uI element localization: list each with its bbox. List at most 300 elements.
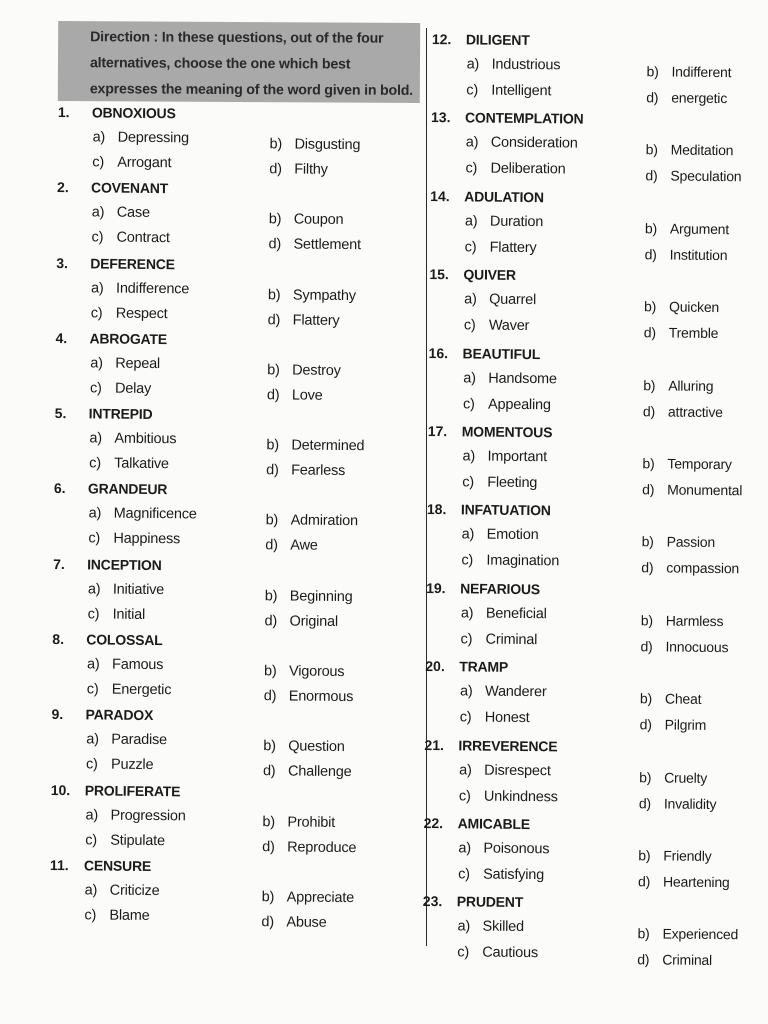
option-text: Reproduce [287, 839, 357, 856]
question-heading [427, 497, 551, 522]
option-text: Institution [669, 246, 728, 263]
option-letter: c) [465, 160, 478, 177]
question-number: 16. [428, 344, 449, 361]
option-b [267, 358, 341, 383]
question-heading [428, 419, 553, 444]
question-heading [55, 326, 167, 351]
question-word: DILIGENT [465, 31, 530, 49]
option-letter: b) [642, 455, 655, 472]
option-a [457, 915, 524, 940]
option-text: Determined [291, 437, 365, 455]
option-text: Important [487, 448, 548, 466]
option-d [261, 910, 326, 935]
option-letter: b) [267, 362, 280, 379]
option-letter: a) [86, 731, 99, 748]
option-b [642, 451, 732, 476]
option-a [465, 209, 543, 234]
option-letter: c) [457, 944, 470, 961]
option-text: Friendly [663, 847, 712, 864]
option-b [268, 283, 356, 308]
question-heading [430, 184, 544, 209]
option-c [466, 78, 551, 103]
question-item [424, 732, 745, 814]
option-letter: d) [263, 688, 277, 705]
option-letter: b) [640, 611, 653, 629]
option-c [91, 226, 169, 251]
option-letter: a) [464, 291, 477, 308]
option-text: Beneficial [485, 605, 547, 622]
question-word: PARADOX [85, 706, 154, 724]
option-b [264, 659, 345, 684]
option-letter: a) [89, 430, 103, 447]
question-number: 22. [423, 814, 444, 832]
option-letter: d) [637, 951, 650, 968]
option-a [87, 652, 163, 677]
option-text: Criminal [662, 951, 713, 969]
option-letter: b) [639, 690, 653, 707]
question-item [430, 184, 751, 266]
question-number: 1. [57, 103, 70, 121]
question-heading [432, 27, 530, 52]
question-word: INFATUATION [460, 501, 551, 519]
question-word: NEFARIOUS [460, 580, 541, 597]
option-b [639, 765, 707, 790]
option-text: Filthy [294, 161, 328, 178]
option-letter: a) [457, 918, 471, 935]
option-text: Satisfying [483, 866, 545, 884]
option-text: Unkindness [483, 788, 558, 805]
option-b [646, 138, 734, 163]
option-d [646, 85, 727, 110]
question-item [423, 811, 744, 893]
question-item [425, 576, 746, 658]
question-heading [426, 576, 540, 601]
option-text: Initial [112, 606, 146, 623]
option-letter: c) [87, 606, 100, 623]
question-word: ADULATION [464, 188, 544, 205]
question-item [54, 401, 420, 480]
option-b [263, 735, 345, 760]
option-letter: d) [643, 324, 656, 341]
question-item [426, 497, 747, 579]
option-letter: a) [464, 213, 478, 230]
question-word: CONTEMPLATION [464, 109, 584, 127]
option-d [640, 712, 707, 737]
option-letter: a) [460, 605, 474, 622]
option-letter: b) [644, 220, 658, 237]
question-heading [425, 654, 508, 679]
option-letter: c) [92, 154, 105, 171]
option-d [642, 477, 742, 502]
option-text: Enormous [288, 688, 354, 706]
option-text: Happiness [113, 531, 181, 548]
option-a [92, 125, 189, 150]
option-b [265, 584, 353, 609]
question-word: ABROGATE [89, 330, 168, 348]
option-letter: c) [90, 304, 103, 322]
question-item [428, 341, 749, 423]
option-letter: d) [642, 402, 656, 419]
option-text: Appreciate [286, 889, 355, 907]
option-a [462, 523, 539, 548]
option-text: Indifferent [671, 63, 732, 81]
option-text: Paradise [111, 731, 168, 749]
option-text: Magnificence [113, 506, 197, 523]
question-heading [424, 732, 557, 757]
option-letter: c) [85, 756, 98, 773]
option-text: Challenge [287, 763, 352, 781]
option-text: Industrious [491, 56, 561, 74]
option-text: Energetic [111, 681, 172, 699]
question-heading [431, 105, 584, 131]
option-text: Temporary [667, 455, 732, 473]
option-b [641, 530, 715, 555]
question-item [52, 627, 418, 706]
option-text: Monumental [667, 481, 743, 499]
option-c [462, 470, 537, 495]
question-word: INTREPID [88, 405, 153, 423]
option-letter: a) [459, 683, 473, 700]
option-b [637, 921, 738, 946]
option-b [265, 509, 358, 534]
option-letter: d) [642, 481, 655, 498]
question-item [57, 100, 423, 179]
option-letter: b) [643, 376, 656, 393]
option-text: Admiration [290, 512, 358, 530]
question-heading [55, 401, 153, 426]
option-text: Indifference [115, 280, 190, 297]
option-letter: b) [266, 437, 279, 454]
question-item [52, 552, 418, 631]
option-a [462, 444, 547, 469]
question-word: BEAUTIFUL [462, 344, 541, 362]
option-letter: b) [264, 587, 278, 605]
option-c [458, 862, 544, 887]
option-text: Prohibit [287, 814, 336, 831]
option-letter: a) [87, 581, 101, 598]
option-b [640, 686, 702, 711]
option-a [85, 878, 160, 903]
option-letter: d) [266, 387, 280, 404]
option-letter: a) [462, 448, 476, 465]
option-b [262, 885, 355, 910]
option-b [269, 132, 360, 157]
question-number: 14. [430, 187, 450, 204]
option-text: Awe [290, 537, 318, 555]
option-text: Settlement [293, 236, 361, 254]
option-c [85, 828, 165, 853]
option-c [84, 903, 149, 928]
option-letter: b) [269, 136, 283, 153]
option-a [466, 131, 578, 156]
question-heading [429, 262, 516, 287]
option-letter: b) [638, 847, 651, 864]
option-text: Contract [116, 229, 170, 247]
option-text: Coupon [293, 211, 344, 229]
option-c [88, 527, 180, 552]
option-text: Invalidity [663, 794, 717, 812]
option-letter: b) [645, 141, 658, 158]
option-letter: c) [458, 787, 471, 804]
option-letter: a) [90, 355, 103, 372]
option-text: Quarrel [489, 291, 537, 309]
question-item [56, 175, 422, 254]
option-letter: a) [461, 526, 475, 543]
question-item [51, 702, 417, 781]
option-b [644, 294, 719, 319]
option-b [262, 810, 335, 835]
option-text: Criminal [485, 631, 538, 648]
option-a [86, 728, 167, 753]
option-text: Passion [666, 533, 716, 551]
option-text: Waver [488, 317, 530, 335]
option-text: Skilled [482, 918, 524, 936]
question-heading [58, 100, 176, 125]
option-a [460, 679, 547, 704]
question-item [56, 251, 422, 330]
question-heading [424, 811, 531, 836]
option-text: Original [289, 613, 339, 630]
option-text: Disgusting [294, 136, 361, 154]
option-text: Fleeting [487, 474, 538, 492]
question-item [53, 476, 419, 555]
question-number: 17. [427, 422, 448, 440]
question-number: 15. [429, 266, 449, 283]
option-text: Appealing [487, 396, 551, 413]
question-word: INCEPTION [87, 556, 162, 573]
option-text: Puzzle [110, 756, 154, 774]
question-number: 4. [55, 329, 68, 346]
question-item [55, 326, 421, 405]
question-heading [50, 853, 151, 878]
option-text: Vigorous [288, 663, 345, 681]
option-letter: d) [262, 838, 275, 855]
option-d [643, 399, 723, 424]
option-text: Harmless [665, 612, 724, 629]
option-text: Arrogant [117, 154, 172, 172]
option-b [643, 373, 713, 398]
option-letter: b) [261, 889, 275, 906]
option-c [86, 753, 154, 778]
question-number: 21. [424, 736, 445, 753]
question-word: TRAMP [459, 658, 509, 675]
question-number: 5. [54, 405, 67, 422]
option-letter: b) [268, 211, 282, 228]
question-number: 10. [50, 781, 71, 798]
question-word: PROLIFERATE [84, 781, 181, 799]
option-c [87, 602, 145, 627]
option-letter: d) [638, 794, 652, 811]
question-word: MOMENTOUS [461, 423, 553, 441]
option-c [465, 157, 565, 182]
option-b [645, 216, 729, 241]
question-heading [423, 889, 524, 914]
option-d [645, 242, 728, 267]
option-text: Initiative [112, 581, 165, 598]
option-letter: c) [462, 395, 475, 413]
option-letter: c) [461, 552, 474, 569]
question-word: CENSURE [83, 857, 152, 874]
option-b [638, 843, 711, 868]
option-letter: a) [463, 369, 476, 387]
option-text: Consideration [490, 135, 578, 152]
question-number: 8. [52, 631, 65, 648]
option-a [85, 803, 185, 828]
question-item [49, 853, 415, 932]
question-heading [56, 251, 175, 276]
option-text: Argument [669, 220, 730, 237]
option-c [92, 150, 171, 175]
option-text: Case [116, 204, 150, 222]
option-letter: d) [641, 559, 654, 576]
option-letter: a) [88, 505, 102, 522]
option-c [90, 376, 151, 401]
option-text: energetic [671, 89, 728, 107]
option-c [463, 392, 551, 417]
option-letter: a) [92, 129, 106, 146]
option-letter: d) [639, 716, 652, 733]
option-letter: a) [85, 806, 99, 824]
question-number: 11. [49, 856, 69, 874]
option-letter: a) [465, 134, 479, 151]
option-letter: c) [464, 239, 477, 256]
option-c [87, 677, 172, 702]
option-text: Disrespect [484, 762, 551, 779]
option-text: Sympathy [292, 287, 356, 304]
option-letter: b) [262, 813, 276, 830]
option-text: Repeal [115, 355, 161, 372]
option-letter: a) [84, 882, 98, 899]
option-text: Fearless [291, 462, 346, 480]
option-a [89, 502, 197, 527]
question-heading [53, 552, 162, 577]
question-number: 9. [51, 706, 64, 723]
question-heading [428, 341, 540, 366]
option-c [461, 549, 559, 574]
question-item [422, 889, 743, 971]
question-number: 2. [57, 179, 69, 196]
question-word: OBNOXIOUS [91, 104, 176, 122]
option-a [92, 201, 150, 226]
option-a [90, 351, 160, 376]
option-b [266, 433, 364, 458]
option-letter: b) [646, 63, 659, 80]
question-word: COVENANT [91, 179, 169, 197]
option-letter: c) [462, 474, 475, 491]
option-d [641, 556, 739, 581]
option-letter: d) [266, 462, 279, 479]
option-letter: b) [637, 925, 650, 942]
option-a [463, 366, 557, 391]
option-text: Progression [110, 807, 186, 825]
option-text: Love [291, 387, 323, 404]
option-letter: d) [267, 311, 281, 328]
question-word: PRUDENT [456, 893, 524, 911]
option-a [458, 836, 549, 861]
option-c [91, 301, 168, 326]
option-letter: b) [641, 533, 654, 550]
option-letter: b) [263, 663, 277, 680]
option-text: Cruelty [664, 768, 708, 786]
option-text: Beginning [289, 588, 353, 605]
option-letter: c) [89, 380, 102, 397]
option-b [641, 608, 724, 633]
option-letter: c) [459, 709, 472, 726]
option-text: Deliberation [490, 161, 566, 178]
option-letter: c) [89, 455, 101, 472]
question-number: 6. [53, 480, 66, 497]
option-letter: b) [265, 512, 279, 529]
left-column [49, 100, 423, 932]
option-text: Flattery [489, 239, 537, 256]
option-letter: d) [265, 537, 278, 554]
option-text: Talkative [114, 455, 169, 473]
question-item [429, 262, 750, 344]
option-text: Blame [109, 907, 150, 924]
option-text: Honest [484, 709, 530, 727]
option-letter: d) [262, 763, 276, 780]
option-text: Flattery [292, 312, 340, 329]
option-text: Depressing [117, 129, 190, 147]
option-a [88, 577, 164, 602]
question-word: IRREVERENCE [458, 736, 558, 754]
question-word: AMICABLE [457, 815, 531, 832]
option-text: Ambitious [114, 430, 177, 448]
option-text: Criticize [109, 882, 160, 900]
option-letter: c) [466, 82, 479, 99]
option-letter: c) [88, 530, 101, 547]
question-item [425, 654, 746, 736]
option-letter: a) [87, 656, 100, 673]
option-text: Respect [115, 305, 168, 322]
option-letter: d) [268, 236, 282, 253]
question-number: 19. [426, 579, 446, 596]
question-word: GRANDEUR [87, 480, 168, 498]
option-letter: d) [637, 873, 651, 890]
option-a [459, 758, 551, 783]
question-number: 12. [431, 30, 452, 48]
option-d [638, 869, 730, 894]
option-text: Intelligent [491, 82, 552, 100]
option-letter: a) [91, 204, 105, 221]
option-text: Speculation [670, 167, 742, 185]
option-letter: d) [264, 612, 278, 630]
option-letter: d) [645, 167, 658, 184]
question-word: QUIVER [463, 266, 516, 284]
option-text: Innocuous [665, 638, 729, 655]
right-column [422, 27, 752, 971]
question-heading [52, 627, 162, 652]
option-letter: d) [644, 246, 657, 263]
question-item [50, 778, 416, 857]
question-heading [54, 476, 168, 501]
option-text: Pilgrim [664, 716, 707, 734]
option-text: Tremble [668, 324, 719, 342]
option-text: Meditation [670, 141, 734, 159]
option-letter: a) [90, 279, 104, 297]
question-item [430, 105, 751, 187]
option-c [459, 784, 558, 809]
option-text: Alluring [668, 377, 714, 394]
option-text: Poisonous [483, 840, 550, 858]
option-text: Abuse [286, 914, 327, 931]
option-letter: d) [640, 637, 653, 655]
question-number: 13. [430, 109, 451, 126]
option-c [89, 452, 169, 477]
option-letter: c) [458, 866, 470, 883]
option-text: Stipulate [110, 832, 165, 849]
option-d [637, 947, 712, 972]
